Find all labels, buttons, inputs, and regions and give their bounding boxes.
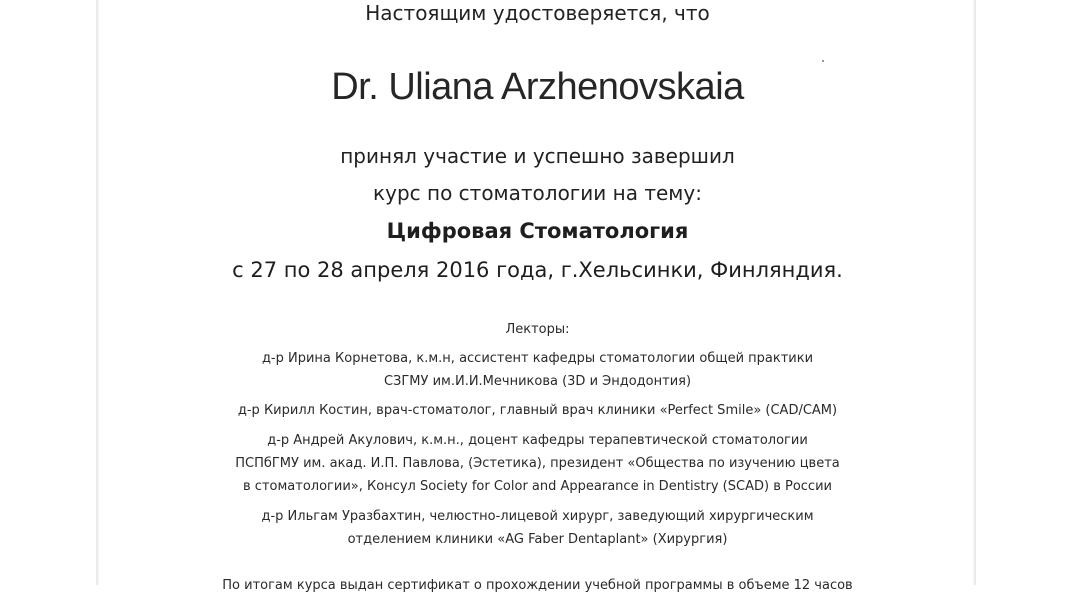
lecturer-line: в стоматологии», Консул Society for Color and Appearance in Dentistry (SCAD) в России	[243, 479, 832, 494]
course-dates-location: с 27 по 28 апреля 2016 года, г.Хельсинки, Финляндия.	[232, 258, 843, 282]
lecturer-line: д-р Ильгам Уразбахтин, челюстно-лицевой хирург, заведующий хирургическим	[261, 509, 814, 524]
lecturer-line: ПСПбГМУ им. акад. И.П. Павлова, (Эстетика), президент «Общества по изучению цвета	[235, 456, 840, 471]
lecturer-line: д-р Андрей Акулович, к.м.н., доцент кафедры терапевтической стоматологии	[267, 433, 808, 448]
course-title: Цифровая Стоматология	[386, 219, 689, 243]
participation-line-1: принял участие и успешно завершил	[340, 144, 735, 168]
scan-speck	[822, 60, 824, 62]
recipient-name: Dr. Uliana Arzhenovskaia	[331, 66, 744, 108]
participation-line-2: курс по стоматологии на тему:	[373, 181, 702, 205]
certificate-intro: Настоящим удостоверяется, что	[365, 1, 710, 25]
cut-off-line: По итогам курса выдан сертификат о прохождении учебной программы в объеме 12 часов	[222, 578, 853, 593]
cut-off-line-container	[0, 574, 1075, 593]
lecturer-line: д-р Ирина Корнетова, к.м.н, ассистент кафедры стоматологии общей практики	[261, 351, 814, 366]
lecturer-line: СЗГМУ им.И.И.Мечникова (3D и Эндодонтия)	[383, 374, 692, 389]
lecturer-line: д-р Кирилл Костин, врач-стоматолог, главный врач клиники «Perfect Smile» (CAD/CAM)	[237, 403, 838, 418]
lecturers-heading: Лекторы:	[505, 322, 570, 337]
lecturer-line: отделением клиники «AG Faber Dentaplant» (Хирургия)	[347, 532, 728, 547]
